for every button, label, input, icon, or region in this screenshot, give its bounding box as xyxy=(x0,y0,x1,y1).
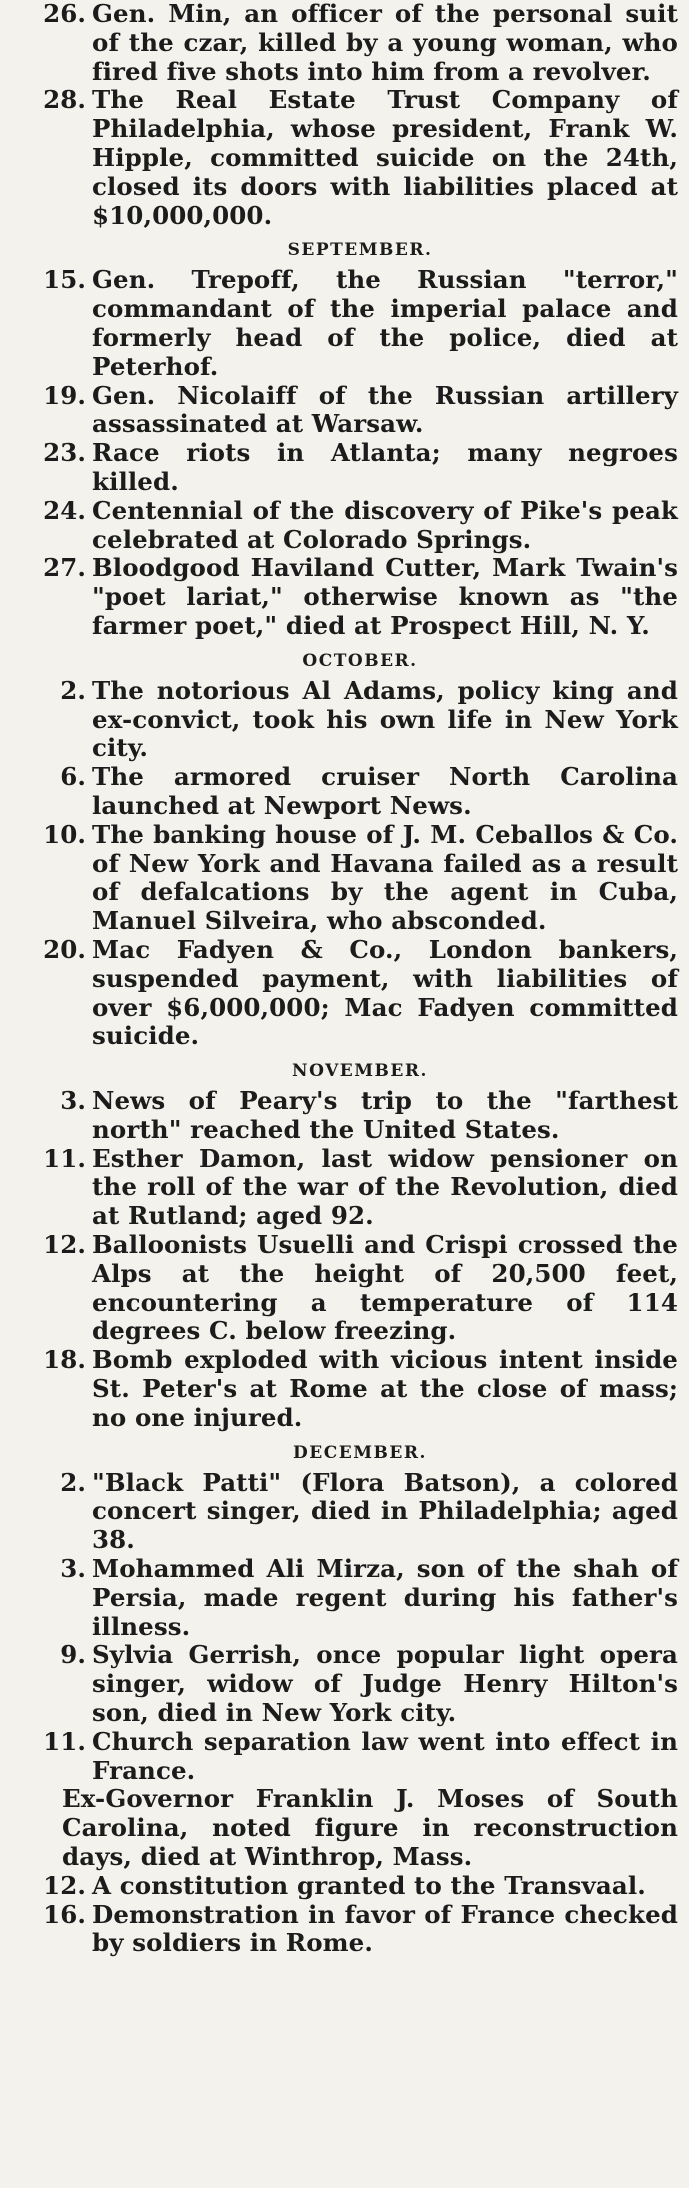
entry-day: 11. xyxy=(43,1143,86,1173)
entry-day: 23. xyxy=(43,438,86,468)
entry-text: Esther Damon, last widow pensioner on the roll of the war of the Revolution, died at Rutland; aged 92. xyxy=(92,1143,678,1231)
entry-day: 3. xyxy=(60,1086,86,1116)
entry-nov-3 xyxy=(42,1087,678,1145)
entry-day: 3. xyxy=(60,1554,86,1584)
section-december xyxy=(42,1439,678,1959)
entry-day: 20. xyxy=(43,934,86,964)
entry-text: Mac Fadyen & Co., London bankers, suspended payment, with liabilities of over $6,000,000; Mac Fadyen committed suicide. xyxy=(92,934,678,1051)
entry-nov-18 xyxy=(42,1346,678,1432)
entry-text: Demonstration in favor of France checked by soldiers in Rome. xyxy=(92,1899,678,1958)
entry-aug-28 xyxy=(42,86,678,230)
entry-day: 27. xyxy=(43,553,86,583)
entry-text: The notorious Al Adams, policy king and ex-convict, took his own life in New York city. xyxy=(92,675,678,763)
entry-day: 11. xyxy=(43,1726,86,1756)
entry-text: Gen. Min, an officer of the personal suit of the czar, killed by a young woman, who fired five shots into him from a revolver. xyxy=(92,0,678,86)
entry-dec-11 xyxy=(42,1728,678,1786)
entry-day: 15. xyxy=(43,265,86,295)
entry-text: Church separation law went into effect in France. xyxy=(92,1726,678,1785)
section-october xyxy=(42,647,678,1051)
entry-text: A constitution granted to the Transvaal. xyxy=(92,1870,646,1900)
entry-text: The Real Estate Trust Company of Philadelphia, whose president, Frank W. Hipple, committed suicide on the 24th, closed its doors with liabilities placed at $10,000,000. xyxy=(92,85,678,230)
month-heading: SEPTEMBER. xyxy=(287,240,433,261)
entry-text: News of Peary's trip to the "farthest north" reached the United States. xyxy=(92,1086,678,1144)
entry-oct-10 xyxy=(42,821,678,936)
entry-aug-26 xyxy=(42,0,678,86)
entry-day: 16. xyxy=(43,1899,86,1929)
entry-day: 2. xyxy=(60,675,86,705)
entry-text: Mohammed Ali Mirza, son of the shah of Persia, made regent during his father's illness. xyxy=(92,1554,678,1641)
month-heading: OCTOBER. xyxy=(302,650,418,671)
entry-text: Centennial of the discovery of Pike's peak celebrated at Colorado Springs. xyxy=(92,495,678,554)
entry-dec-9 xyxy=(42,1641,678,1727)
entry-text: "Black Patti" (Flora Batson), a colored concert singer, died in Philadelphia; aged 38. xyxy=(92,1467,678,1555)
entry-day: 19. xyxy=(43,380,86,410)
entry-text: Gen. Trepoff, the Russian "terror," commandant of the imperial palace and formerly head of the police, died at Peterhof. xyxy=(92,265,678,381)
entry-dec-2 xyxy=(42,1469,678,1555)
entry-oct-6 xyxy=(42,763,678,821)
entry-dec-12 xyxy=(42,1872,678,1901)
entry-nov-12 xyxy=(42,1231,678,1346)
entry-sep-27 xyxy=(42,554,678,640)
entry-sep-23 xyxy=(42,439,678,497)
entry-day: 24. xyxy=(43,495,86,525)
entry-sep-19 xyxy=(42,382,678,440)
section-august-continued xyxy=(42,0,678,230)
entry-dec-3 xyxy=(42,1555,678,1641)
month-heading: DECEMBER. xyxy=(293,1442,427,1463)
entry-text: Bloodgood Haviland Cutter, Mark Twain's "poet lariat," otherwise known as "the farmer poet," died at Prospect Hill, N. Y. xyxy=(92,553,678,640)
entry-text: Sylvia Gerrish, once popular light opera singer, widow of Judge Henry Hilton's son, died in New York city. xyxy=(92,1640,678,1728)
chronology-column xyxy=(42,0,678,1958)
entry-text: Gen. Nicolaiff of the Russian artillery assassinated at Warsaw. xyxy=(92,380,678,439)
month-heading: NOVEMBER. xyxy=(292,1061,428,1082)
entry-text: Balloonists Usuelli and Crispi crossed the Alps at the height of 20,500 feet, encountering a temperature of 114 degrees C. below freezing. xyxy=(92,1230,678,1346)
entry-day: 6. xyxy=(60,762,86,792)
entry-text: The armored cruiser North Carolina launched at Newport News. xyxy=(92,762,678,820)
entry-day: 2. xyxy=(60,1467,86,1497)
entry-day: 12. xyxy=(43,1230,86,1260)
entry-day: 18. xyxy=(43,1345,86,1375)
entry-text: The banking house of J. M. Ceballos & Co. of New York and Havana failed as a result of defalcations by the agent in Cuba, Manuel Silveira, who absconded. xyxy=(92,819,678,936)
entry-day: 26. xyxy=(43,0,86,28)
entry-text: Race riots in Atlanta; many negroes killed. xyxy=(92,438,678,496)
entry-text: Bomb exploded with vicious intent inside St. Peter's at Rome at the close of mass; no one injured. xyxy=(92,1345,678,1432)
entry-dec-16 xyxy=(42,1901,678,1959)
entry-oct-2 xyxy=(42,677,678,763)
entry-day: 10. xyxy=(43,819,86,849)
entry-oct-20 xyxy=(42,936,678,1051)
entry-day: 12. xyxy=(43,1870,86,1900)
section-september xyxy=(42,236,678,640)
entry-text: Ex-Governor Franklin J. Moses of South Carolina, noted figure in reconstruction days, died at Winthrop, Mass. xyxy=(62,1784,678,1872)
entry-nov-11 xyxy=(42,1145,678,1231)
entry-sep-15 xyxy=(42,266,678,381)
entry-day: 9. xyxy=(60,1640,86,1670)
entry-day: 28. xyxy=(43,85,86,115)
entry-dec-11-moses xyxy=(42,1785,678,1871)
section-november xyxy=(42,1057,678,1433)
entry-sep-24 xyxy=(42,497,678,555)
